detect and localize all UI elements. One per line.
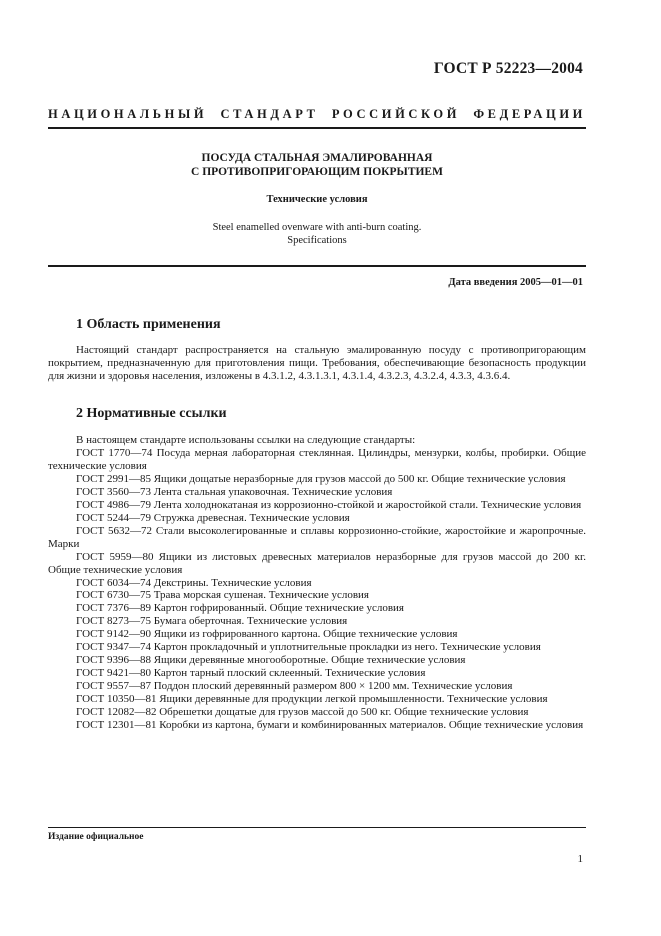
- reference-item: ГОСТ 2991—85 Ящики дощатые неразборные для грузов массой до 500 кг. Общие технические условия: [76, 472, 566, 485]
- section-1-heading: 1 Область применения: [76, 317, 221, 332]
- title-line-2: С ПРОТИВОПРИГОРАЮЩИМ ПОКРЫТИЕМ: [191, 166, 443, 178]
- reference-item: ГОСТ 9347—74 Картон прокладочный и уплотнительные прокладки из него. Технические условия: [76, 641, 541, 654]
- reference-item: ГОСТ 9421—80 Картон тарный плоский склеенный. Технические условия: [76, 667, 426, 680]
- reference-item: ГОСТ 5244—79 Стружка древесная. Технические условия: [76, 511, 350, 524]
- reference-item: ГОСТ 9142—90 Ящики из гофрированного картона. Общие технические условия: [76, 628, 458, 641]
- page-number: 1: [577, 853, 583, 865]
- reference-item: ГОСТ 5959—80 Ящики из листовых древесных материалов неразборные для грузов массой до 200 кг. Общие технические условия: [48, 550, 586, 576]
- section-1-text: Настоящий стандарт распространяется на стальную эмалированную посуду с противопригорающим покрытием, предназначенную для приготовления пищи. Требования, обеспечивающие безопасность продукции для жизни и здоровья населения, изложены в 4.3.1.2, 4.3.1.3.1, 4.3.1.4, 4.3.2.3, 4.3.2.4, 4.3.3, 4.3.6.4.: [48, 344, 586, 382]
- english-title-line-1: Steel enamelled ovenware with anti-burn coating.: [212, 222, 422, 233]
- introduction-date: Дата введения 2005—01—01: [448, 277, 583, 288]
- section-1-paragraph: [48, 344, 586, 383]
- reference-item: ГОСТ 3560—73 Лента стальная упаковочная. Технические условия: [76, 485, 393, 498]
- reference-item: ГОСТ 1770—74 Посуда мерная лабораторная стеклянная. Цилиндры, мензурки, колбы, пробирки. Общие технические условия: [48, 447, 586, 472]
- reference-item: ГОСТ 10350—81 Ящики деревянные для продукции легкой промышленности. Технические условия: [76, 693, 548, 706]
- section-2-heading: 2 Нормативные ссылки: [76, 406, 227, 421]
- section-2-intro: [48, 434, 586, 447]
- reference-item: ГОСТ 7376—89 Картон гофрированный. Общие технические условия: [76, 602, 404, 615]
- document-subtitle: Технические условия: [266, 194, 368, 205]
- reference-item: ГОСТ 9557—87 Поддон плоский деревянный размером 800 × 1200 мм. Технические условия: [76, 680, 513, 693]
- english-title-line-2: Specifications: [287, 235, 347, 246]
- footer-divider: [48, 827, 586, 828]
- top-divider: [48, 127, 586, 129]
- normative-references-list: [48, 447, 586, 732]
- reference-item: ГОСТ 9396—88 Ящики деревянные многооборотные. Общие технические условия: [76, 654, 466, 667]
- english-title: [48, 221, 586, 247]
- section-2-intro-text: В настоящем стандарте использованы ссылки на следующие стандарты:: [76, 434, 416, 446]
- national-standard-banner: НАЦИОНАЛЬНЫЙ СТАНДАРТ РОССИЙСКОЙ ФЕДЕРАЦИИ: [48, 107, 586, 121]
- title-line-1: ПОСУДА СТАЛЬНАЯ ЭМАЛИРОВАННАЯ: [201, 152, 433, 164]
- official-edition-label: Издание официальное: [48, 832, 144, 842]
- title-divider: [48, 265, 586, 267]
- reference-item: ГОСТ 8273—75 Бумага оберточная. Технические условия: [76, 615, 348, 628]
- reference-item: ГОСТ 12082—82 Обрешетки дощатые для грузов массой до 500 кг. Общие технические условия: [76, 706, 529, 719]
- document-title: [48, 151, 586, 179]
- reference-item: ГОСТ 6730—75 Трава морская сушеная. Технические условия: [76, 589, 369, 602]
- reference-item: ГОСТ 12301—81 Коробки из картона, бумаги и комбинированных материалов. Общие технические условия: [76, 719, 584, 732]
- reference-item: ГОСТ 6034—74 Декстрины. Технические условия: [76, 576, 312, 589]
- reference-item: ГОСТ 4986—79 Лента холоднокатаная из коррозионно-стойкой и жаростойкой стали. Технические условия: [76, 498, 582, 511]
- reference-item: ГОСТ 5632—72 Стали высоколегированные и сплавы коррозионно-стойкие, жаростойкие и жаропрочные. Марки: [48, 524, 586, 550]
- gost-number: ГОСТ Р 52223—2004: [433, 60, 583, 77]
